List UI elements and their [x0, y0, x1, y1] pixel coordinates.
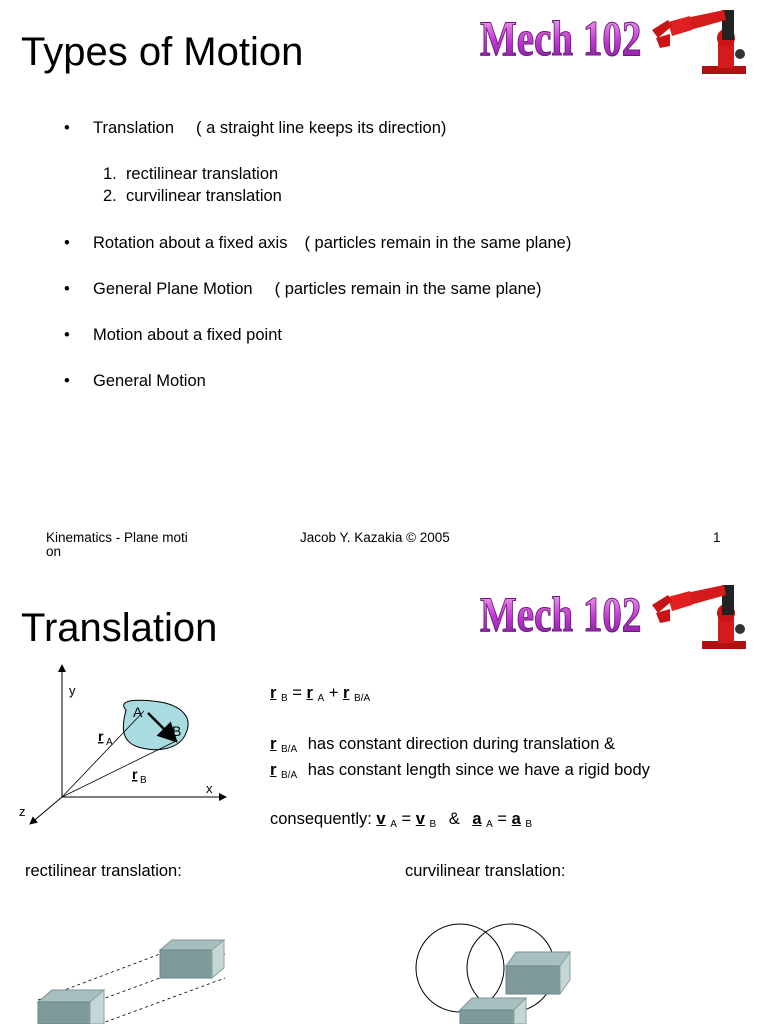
bullet-note: ( a straight line keeps its direction) [196, 119, 447, 137]
curvilinear-translation-illustration [410, 922, 590, 1024]
rectilinear-translation-illustration [30, 930, 240, 1024]
eq-subscript: A [390, 819, 397, 830]
eq-symbol: r [270, 761, 277, 779]
slide-2-title: Translation [21, 606, 218, 650]
eq-subscript: B [429, 819, 437, 830]
eq-symbol: r [343, 684, 350, 702]
footer-page-number: 1 [713, 530, 721, 545]
bullet-general-motion [93, 373, 206, 390]
bullet-note: ( particles remain in the same plane) [274, 280, 542, 298]
footer-course-line1: Kinematics - Plane moti [46, 530, 188, 545]
curvilinear-translation-label: curvilinear translation: [405, 862, 566, 880]
x-axis-label: x [206, 781, 213, 796]
point-b-label: B [172, 723, 182, 739]
constant-direction-line [270, 736, 615, 755]
rb-label: r [132, 766, 138, 782]
rb-vector [62, 741, 176, 797]
y-axis-label: y [69, 683, 76, 698]
ra-vector [62, 711, 144, 797]
translation-vector-diagram [0, 655, 250, 830]
eq-operator: = [292, 684, 302, 702]
bullet-label: Motion about a fixed point [93, 326, 282, 344]
point-a-label: A [133, 704, 143, 720]
z-axis-label: z [19, 804, 26, 819]
footer-course [46, 531, 188, 558]
logo-text: Mech 102 [480, 586, 642, 642]
bullet-translation [93, 120, 446, 137]
sublist-label: rectilinear translation [125, 165, 279, 183]
z-axis [30, 797, 62, 824]
robot-arm-icon [650, 8, 750, 76]
eq-subscript: B/A [354, 693, 371, 704]
footer-course-line2: on [46, 543, 62, 559]
eq-symbol: a [511, 810, 521, 828]
eq-symbol: r [306, 684, 313, 702]
bullet-note: ( particles remain in the same plane) [304, 234, 572, 252]
bullet-label: General Motion [93, 372, 206, 390]
bullet-general-plane-motion [93, 281, 541, 298]
consequently-text: consequently: [270, 810, 372, 828]
eq-subscript: A [317, 693, 325, 704]
eq-symbol: r [270, 735, 277, 753]
bullet-fixed-point [93, 327, 282, 344]
slide-1-title: Types of Motion [21, 30, 304, 74]
sublist-item-2: 2. curvilinear translation [103, 187, 282, 205]
eq-symbol: a [472, 810, 482, 828]
equation-position [270, 685, 370, 704]
eq-symbol: v [415, 810, 425, 828]
eq-subscript: B/A [281, 744, 298, 755]
eq-subscript: A [486, 819, 493, 830]
bullet-rotation [93, 235, 571, 252]
eq-subscript: B [525, 819, 533, 830]
consequently-line [270, 811, 532, 830]
logo-text: Mech 102 [480, 10, 642, 66]
bullet-label: Rotation about a fixed axis [93, 234, 288, 252]
sublist-item-1: 1. rectilinear translation [103, 165, 279, 183]
ra-subscript: A [106, 737, 113, 748]
rectilinear-translation-label: rectilinear translation: [25, 862, 182, 880]
eq-operator: & [448, 810, 460, 828]
robot-arm-icon [650, 583, 750, 651]
eq-operator: = [401, 810, 412, 828]
constant-length-line [270, 762, 650, 781]
eq-subscript: B/A [281, 770, 298, 781]
constant-direction-text: has constant direction during translation & [307, 735, 615, 753]
eq-symbol: v [376, 810, 386, 828]
eq-symbol: r [270, 684, 277, 702]
eq-subscript: B [281, 693, 288, 704]
eq-operator: + [328, 684, 339, 702]
bullet-label: General Plane Motion [93, 280, 253, 298]
bullet-label: Translation [93, 119, 175, 137]
eq-operator: = [497, 810, 508, 828]
rb-subscript: B [140, 775, 147, 786]
constant-length-text: has constant length since we have a rigid body [307, 761, 650, 779]
sublist-label: curvilinear translation [125, 187, 282, 205]
ra-label: r [98, 728, 104, 744]
footer-author: Jacob Y. Kazakia © 2005 [300, 530, 450, 545]
